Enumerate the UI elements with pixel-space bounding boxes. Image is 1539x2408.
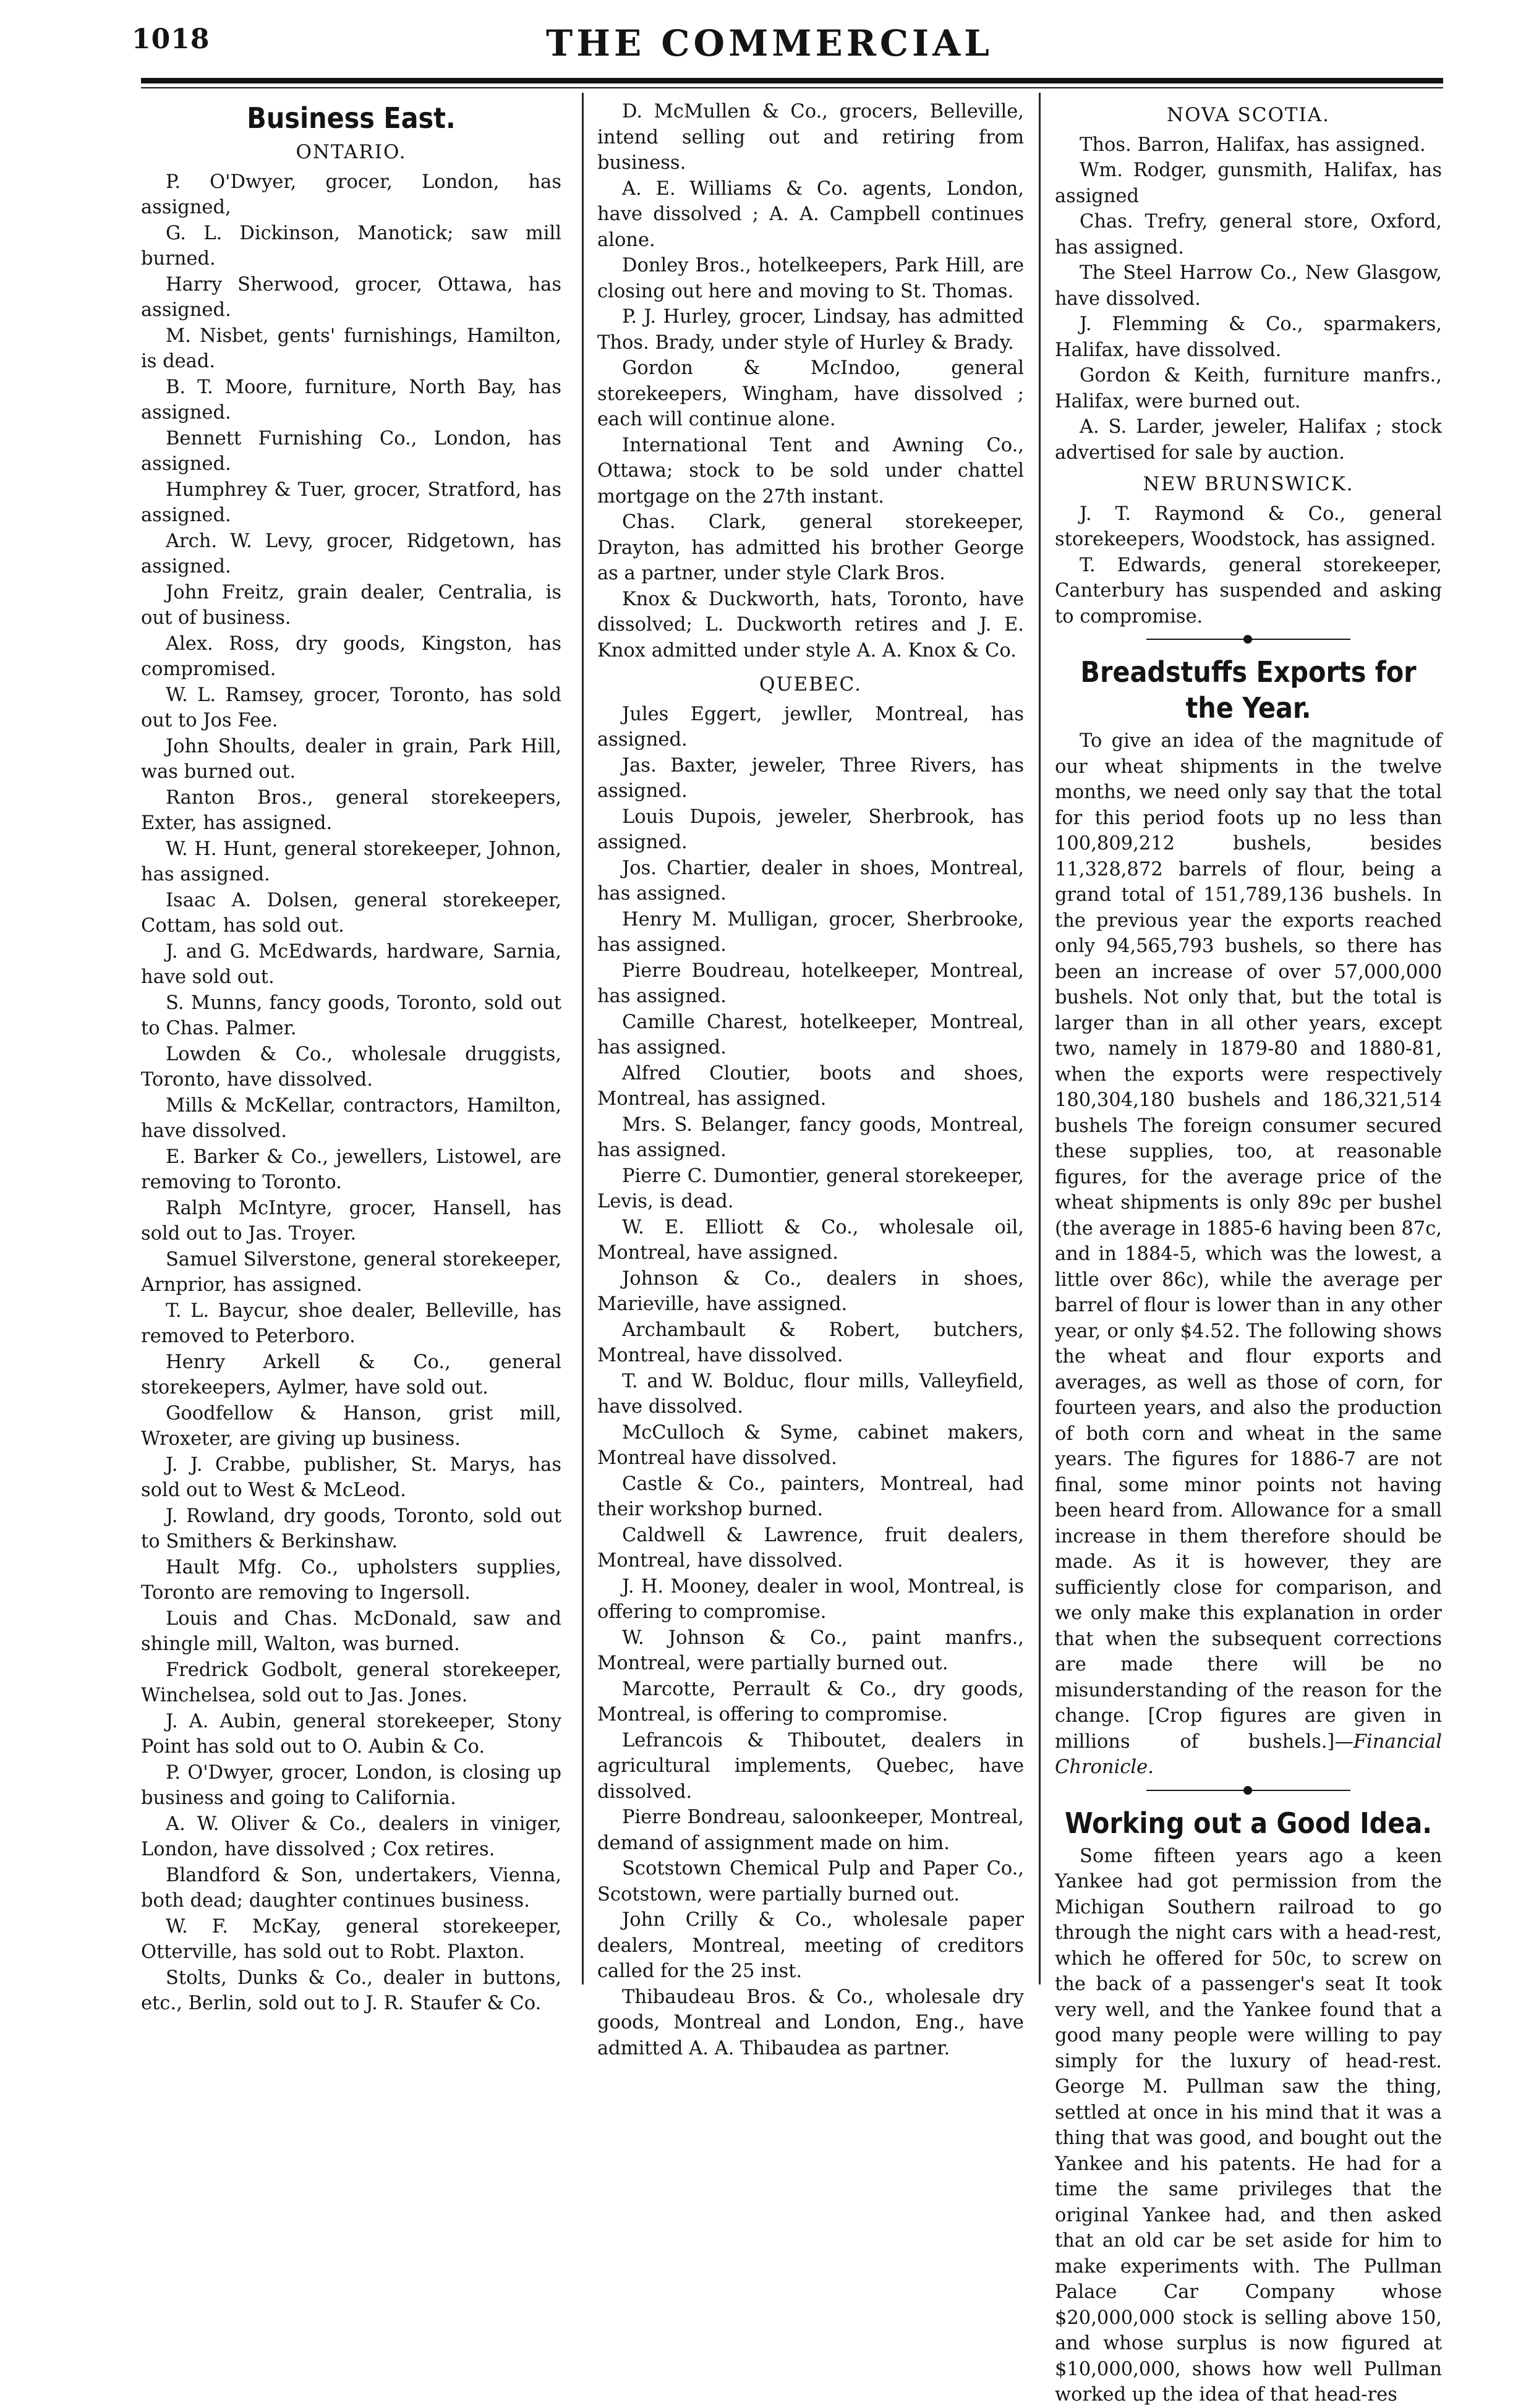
list-item: Henry M. Mulligan, grocer, Sherbrooke, has assigned.	[597, 908, 1024, 956]
column-rule	[1039, 93, 1041, 1985]
list-item: The Steel Harrow Co., New Glasgow, have dissolved.	[1055, 262, 1442, 310]
list-item: Marcotte, Perrault & Co., dry goods, Montreal, is offering to compromise.	[597, 1678, 1024, 1725]
good-idea-heading: Working out a Good Idea.	[1064, 1806, 1433, 1840]
list-item: John Crilly & Co., wholesale paper dealers, Montreal, meeting of creditors called for the 25 inst.	[597, 1909, 1024, 1982]
page-number: 1018	[132, 23, 210, 55]
ontario-heading: ONTARIO.	[296, 141, 407, 163]
list-item: J. A. Aubin, general storekeeper, Stony Point has sold out to O. Aubin & Co.	[141, 1710, 561, 1758]
list-item: W. H. Hunt, general storekeeper, Johnon, has assigned.	[141, 838, 561, 885]
list-item: Castle & Co., painters, Montreal, had their workshop burned.	[597, 1473, 1024, 1520]
list-item: Lefrancois & Thiboutet, dealers in agricultural implements, Quebec, have dissolved.	[597, 1729, 1024, 1803]
list-item: Alex. Ross, dry goods, Kingston, has compromised.	[141, 632, 561, 680]
list-item: Archambault & Robert, butchers, Montreal, have dissolved.	[597, 1319, 1024, 1366]
list-item: Wm. Rodger, gunsmith, Halifax, has assigned	[1055, 160, 1442, 207]
top-rule-thin	[141, 87, 1443, 88]
list-item: Hault Mfg. Co., upholsters supplies, Toronto are removing to Ingersoll.	[141, 1556, 561, 1604]
list-item: J. H. Mooney, dealer in wool, Montreal, is offering to compromise.	[597, 1575, 1024, 1623]
list-item: T. Edwards, general storekeeper, Canterbury has suspended and asking to compromise.	[1055, 554, 1442, 628]
list-item: Chas. Trefry, general store, Oxford, has assigned.	[1055, 211, 1442, 258]
ontario-list	[141, 169, 561, 2017]
list-item: International Tent and Awning Co., Ottawa; stock to be sold under chattel mortgage on the 27th instant.	[597, 434, 1024, 508]
list-item: Arch. W. Levy, grocer, Ridgetown, has assigned.	[141, 530, 561, 577]
list-item: J. Flemming & Co., sparmakers, Halifax, have dissolved.	[1055, 313, 1442, 361]
breadstuffs-text: To give an idea of the magnitude of our wheat shipments in the twelve months, we need only say that the total for this period foots up no less than 100,809,212 bushels, besides 11,328,872 barrels of flour, being a grand total of 151,789,136 bushels. In the previous year the exports reached only 94,565,793 bushels, so there has been an increase of over 57,000,000 bushels. Not only that, but the total is larger than in all other years, except two, namely in 1879-80 and 1880-81, when the exports were respectively 180,304,180 bushels and 186,321,514 bushels The foreign consumer secured these supplies, too, at reasonable figures, for the average price of the wheat shipments is only 89c per bushel (the average in 1885-6 having been 87c, and in 1884-5, which was the lowest, a little over 86c), while the average per barrel of flour is lower than in any other year, or only $4.52. The following shows the wheat and flour exports and averages, as well as those of corn, for fourteen years, and also the production of both corn and wheat in the same years. The figures for 1886-7 are not final, some minor points not having been heard from. Allowance for a small increase in them therefore should be made. As it is however, they are sufficiently close for comparison, and we only make this explanation in order that when the subsequent corrections are made there will be no misunderstanding of the reason for the change. [Crop figures are given in millions of bushels.]	[1055, 730, 1442, 1753]
list-item: Donley Bros., hotelkeepers, Park Hill, are closing out here and moving to St. Thomas.	[597, 255, 1024, 302]
list-item: Isaac A. Dolsen, general storekeeper, Cottam, has sold out.	[141, 889, 561, 937]
list-item: Camille Charest, hotelkeeper, Montreal, has assigned.	[597, 1011, 1024, 1058]
list-item: Lowden & Co., wholesale druggists, Toronto, have dissolved.	[141, 1043, 561, 1091]
business-east-heading: Business East.	[247, 101, 456, 135]
list-item: John Freitz, grain dealer, Centralia, is out of business.	[141, 581, 561, 629]
list-item: Louis Dupois, jeweler, Sherbrook, has assigned.	[597, 806, 1024, 853]
list-item: W. E. Elliott & Co., wholesale oil, Montreal, have assigned.	[597, 1216, 1024, 1264]
list-item: Chas. Clark, general storekeeper, Drayton, has admitted his brother George as a partner, under style Clark Bros.	[597, 511, 1024, 584]
list-item: Fredrick Godbolt, general storekeeper, Winchelsea, sold out to Jas. Jones.	[141, 1659, 561, 1706]
list-item: Alfred Cloutier, boots and shoes, Montreal, has assigned.	[597, 1062, 1024, 1110]
breadstuffs-body	[1055, 728, 1442, 1780]
list-item: J. T. Raymond & Co., general storekeepers, Woodstock, has assigned.	[1055, 503, 1442, 550]
list-item: P. O'Dwyer, grocer, London, is closing up business and going to California.	[141, 1761, 561, 1809]
list-item: A. E. Williams & Co. agents, London, have dissolved ; A. A. Campbell continues alone.	[597, 177, 1024, 251]
list-item: Henry Arkell & Co., general storekeepers, Aylmer, have sold out.	[141, 1351, 561, 1398]
list-item: Stolts, Dunks & Co., dealer in buttons, etc., Berlin, sold out to J. R. Staufer & Co.	[141, 1967, 561, 2014]
breadstuffs-source: —Financial Chronicle.	[1055, 1730, 1442, 1778]
list-item: Thos. Barron, Halifax, has assigned.	[1080, 134, 1426, 156]
list-item: W. L. Ramsey, grocer, Toronto, has sold out to Jos Fee.	[141, 684, 561, 731]
section-divider	[1146, 1784, 1350, 1797]
list-item: J. J. Crabbe, publisher, St. Marys, has sold out to West & McLeod.	[141, 1453, 561, 1501]
list-item: Humphrey & Tuer, grocer, Stratford, has assigned.	[141, 479, 561, 526]
good-idea-body: Some fifteen years ago a keen Yankee had got permission from the Michigan Southern railroad to go through the night cars with a head-rest, which he offered for 50c, to screw on the back of a passenger's seat It took very well, and the Yankee found that a good many people were willing to pay simply for the luxury of head-rest. George M. Pullman saw the thing, settled at once in his mind that it was a thing that was good, and bought out the Yankee and his patents. He had for a time the same privileges that the original Yankee had, and then asked that an old car be set aside for him to make experiments with. The Pullman Palace Car Company whose $20,000,000 stock is selling above 150, and whose surplus is now figured at $10,000,000, shows how well Pullman worked up the idea of that head-res	[1055, 1845, 1442, 2406]
list-item: M. Nisbet, gents' furnishings, Hamilton, is dead.	[141, 325, 561, 372]
quebec-list	[597, 702, 1024, 2062]
list-item: J. Rowland, dry goods, Toronto, sold out to Smithers & Berkinshaw.	[141, 1505, 561, 1552]
list-item: Louis and Chas. McDonald, saw and shingle mill, Walton, was burned.	[141, 1607, 561, 1655]
list-item: W. F. McKay, general storekeeper, Otterville, has sold out to Robt. Plaxton.	[141, 1915, 561, 1963]
list-item: Mills & McKellar, contractors, Hamilton, have dissolved.	[141, 1094, 561, 1142]
list-item: Samuel Silverstone, general storekeeper, Arnprior, has assigned.	[141, 1248, 561, 1296]
list-item: B. T. Moore, furniture, North Bay, has assigned.	[141, 376, 561, 423]
list-item: S. Munns, fancy goods, Toronto, sold out to Chas. Palmer.	[141, 992, 561, 1039]
quebec-heading: QUEBEC.	[759, 673, 863, 696]
list-item: Knox & Duckworth, hats, Toronto, have dissolved; L. Duckworth retires and J. E. Knox admitted under style A. A. Knox & Co.	[597, 588, 1024, 662]
column-1	[141, 99, 561, 2017]
new-brunswick-heading: NEW BRUNSWICK.	[1143, 473, 1354, 495]
list-item: Pierre C. Dumontier, general storekeeper, Levis, is dead.	[597, 1165, 1024, 1212]
list-item: Scotstown Chemical Pulp and Paper Co., Scotstown, were partially burned out.	[597, 1858, 1024, 1905]
list-item: Jos. Chartier, dealer in shoes, Montreal, has assigned.	[597, 857, 1024, 904]
list-item: G. L. Dickinson, Manotick; saw mill burned.	[141, 222, 561, 270]
list-item: Jules Eggert, jewller, Montreal, has assigned.	[597, 703, 1024, 751]
list-item: W. Johnson & Co., paint manfrs., Montreal, were partially burned out.	[597, 1627, 1024, 1674]
column-rule	[582, 93, 584, 1985]
list-item: Jas. Baxter, jeweler, Three Rivers, has assigned.	[597, 754, 1024, 802]
list-item: Goodfellow & Hanson, grist mill, Wroxeter, are giving up business.	[141, 1402, 561, 1450]
ontario-continued-list	[597, 99, 1024, 663]
list-item: John Shoults, dealer in grain, Park Hill, was burned out.	[141, 735, 561, 783]
list-item: T. and W. Bolduc, flour mills, Valleyfield, have dissolved.	[597, 1370, 1024, 1418]
list-item: Gordon & McIndoo, general storekeepers, Wingham, have dissolved ; each will continue alone.	[597, 357, 1024, 430]
list-item: A. S. Larder, jeweler, Halifax ; stock advertised for sale by auction.	[1055, 416, 1442, 464]
section-divider	[1146, 633, 1350, 645]
top-rule-thick	[141, 78, 1443, 83]
list-item: T. L. Baycur, shoe dealer, Belleville, has removed to Peterboro.	[141, 1300, 561, 1347]
list-item: A. W. Oliver & Co., dealers in viniger, London, have dissolved ; Cox retires.	[141, 1813, 561, 1860]
breadstuffs-heading: Breadstuffs Exports for the Year.	[1080, 655, 1417, 725]
list-item: D. McMullen & Co., grocers, Belleville, intend selling out and retiring from business.	[597, 101, 1024, 174]
list-item: Pierre Bondreau, saloonkeeper, Montreal, demand of assignment made on him.	[597, 1806, 1024, 1854]
list-item: Johnson & Co., dealers in shoes, Marieville, have assigned.	[597, 1267, 1024, 1315]
nova-scotia-heading: NOVA SCOTIA.	[1166, 104, 1331, 126]
list-item: Mrs. S. Belanger, fancy goods, Montreal, has assigned.	[597, 1113, 1024, 1161]
new-brunswick-list	[1055, 501, 1442, 630]
list-item: Bennett Furnishing Co., London, has assigned.	[141, 427, 561, 475]
list-item: Ralph McIntyre, grocer, Hansell, has sold out to Jas. Troyer.	[141, 1197, 561, 1244]
column-3	[1055, 99, 1442, 2408]
list-item: E. Barker & Co., jewellers, Listowel, are removing to Toronto.	[141, 1146, 561, 1193]
list-item: Thibaudeau Bros. & Co., wholesale dry goods, Montreal and London, Eng., have admitted A. A. Thibaudea as partner.	[597, 1986, 1024, 2059]
list-item: J. and G. McEdwards, hardware, Sarnia, have sold out.	[141, 940, 561, 988]
column-2	[597, 99, 1024, 2061]
masthead: THE COMMERCIAL	[546, 22, 993, 64]
list-item: McCulloch & Syme, cabinet makers, Montreal have dissolved.	[597, 1421, 1024, 1469]
list-item: Caldwell & Lawrence, fruit dealers, Montreal, have dissolved.	[597, 1524, 1024, 1572]
list-item: Ranton Bros., general storekeepers, Exter, has assigned.	[141, 786, 561, 834]
list-item: Harry Sherwood, grocer, Ottawa, has assigned.	[141, 273, 561, 321]
list-item: Blandford & Son, undertakers, Vienna, both dead; daughter continues business.	[141, 1864, 561, 1912]
list-item: P. O'Dwyer, grocer, London, has assigned,	[141, 171, 561, 218]
list-item: Gordon & Keith, furniture manfrs., Halifax, were burned out.	[1055, 365, 1442, 412]
list-item: Pierre Boudreau, hotelkeeper, Montreal, has assigned.	[597, 959, 1024, 1007]
nova-scotia-list	[1055, 132, 1442, 466]
list-item: P. J. Hurley, grocer, Lindsay, has admitted Thos. Brady, under style of Hurley & Brady.	[597, 306, 1024, 354]
